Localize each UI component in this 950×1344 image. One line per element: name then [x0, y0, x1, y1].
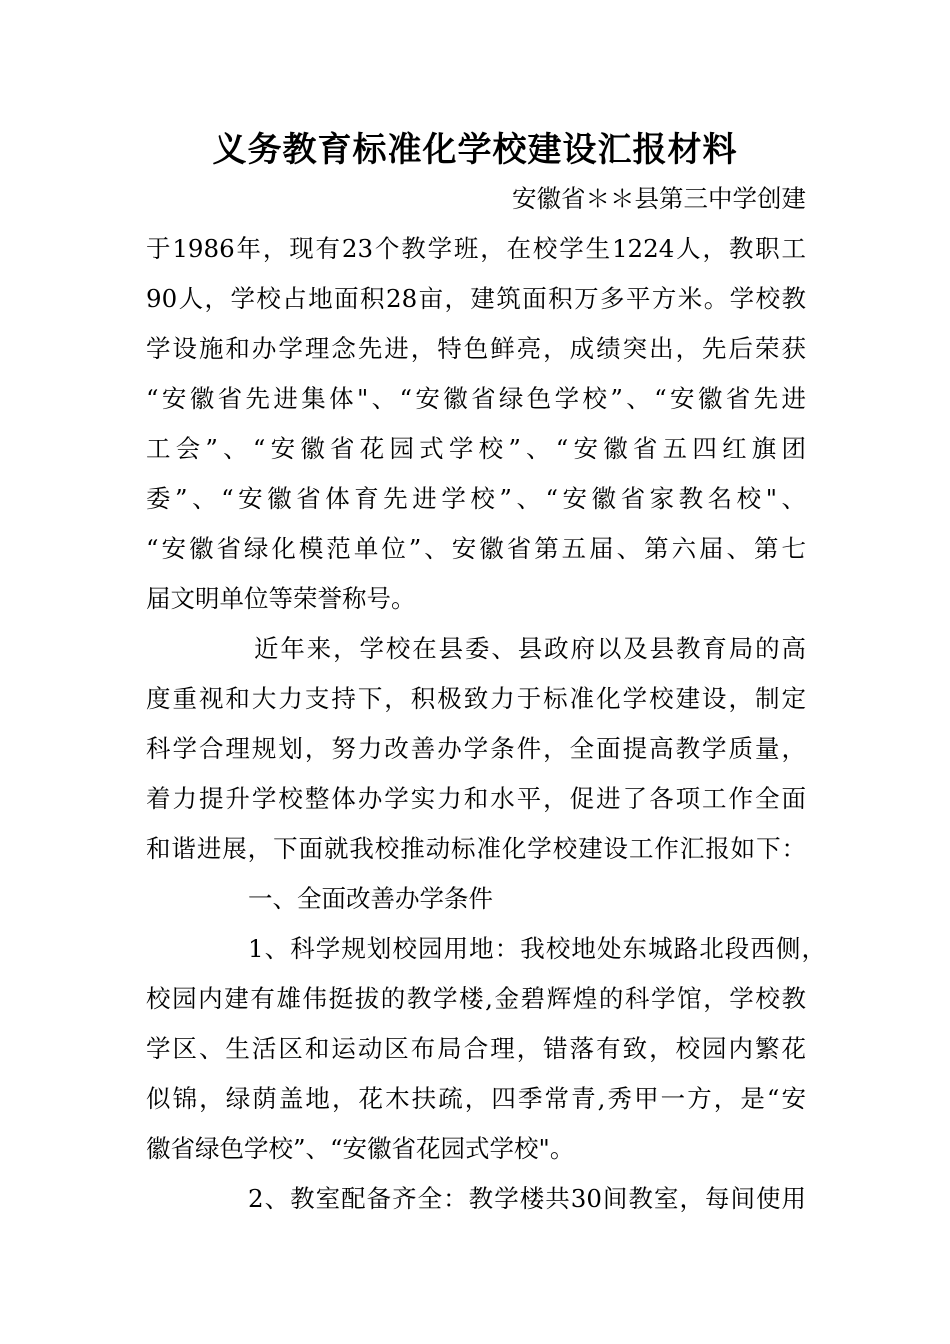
text-line-report-intro: 和谐进展，下面就我校推动标准化学校建设工作汇报如下： [146, 834, 806, 863]
text-line-planning: 科学合理规划，努力改善办学条件，全面提高教学质量， [146, 734, 806, 763]
text-line-campus-planning: 1、科学规划校园用地：我校地处东城路北段西侧， [248, 934, 826, 963]
text-line-recent-years: 近年来，学校在县委、县政府以及县教育局的高 [254, 634, 806, 663]
text-line-campus-awards: 徽省绿色学校”、“安徽省花园式学校"。 [146, 1134, 575, 1163]
text-line-campus-green: 似锦，绿荫盖地，花木扶疏，四季常青,秀甲一方，是“安 [146, 1084, 806, 1113]
text-line-school-intro: 安徽省＊＊县第三中学创建 [512, 184, 806, 213]
document-title: 义务教育标准化学校建设汇报材料 [212, 130, 738, 170]
text-line-campus-layout: 学区、生活区和运动区布局合理，错落有致，校园内繁花 [146, 1034, 806, 1063]
text-line-campus-buildings: 校园内建有雄伟挺拔的教学楼,金碧辉煌的科学馆，学校教 [146, 984, 806, 1013]
text-line-honors-end: 届文明单位等荣誉称号。 [146, 584, 416, 613]
text-line-staff-area: 90人，学校占地面积28亩，建筑面积万多平方米。学校教 [146, 284, 806, 313]
text-line-classrooms: 2、教室配备齐全：教学楼共30间教室，每间使用 [248, 1184, 806, 1213]
text-line-facilities: 学设施和办学理念先进，特色鲜亮，成绩突出，先后荣获 [146, 334, 806, 363]
text-line-founding: 于1986年，现有23个教学班，在校学生1224人，教职工 [146, 234, 806, 263]
text-line-strength: 着力提升学校整体办学实力和水平，促进了各项工作全面 [146, 784, 806, 813]
text-line-honors-2: 工会”、“安徽省花园式学校”、“安徽省五四红旗团 [146, 434, 806, 463]
section-heading-1: 一、全面改善办学条件 [248, 884, 493, 913]
text-line-honors-4: “安徽省绿化模范单位”、安徽省第五届、第六届、第七 [146, 534, 806, 563]
text-line-honors-3: 委”、“安徽省体育先进学校”、“安徽省家教名校"、 [146, 484, 806, 513]
text-line-support: 度重视和大力支持下，积极致力于标准化学校建设，制定 [146, 684, 806, 713]
text-line-honors-1: “安徽省先进集体"、“安徽省绿色学校”、“安徽省先进 [146, 384, 806, 413]
